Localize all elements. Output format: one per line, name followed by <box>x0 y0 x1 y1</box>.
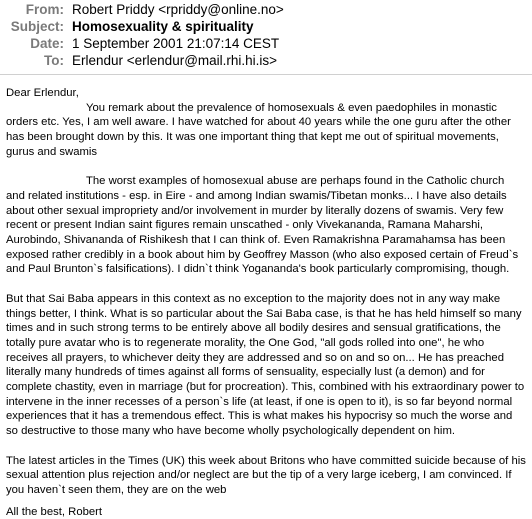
signoff: All the best, Robert <box>6 505 103 518</box>
subject-label: Subject: <box>10 19 64 34</box>
to-label: To: <box>44 53 64 68</box>
date-label: Date: <box>30 36 64 51</box>
paragraph-2: The worst examples of homosexual abuse are perhaps found in the Catholic church and related institutions - esp. in Eire - and among Indian swamis/Tibetan monks... I have also details about other sexual impropriety and/or involvement in murder by literally dozens of swamis. Very few recent or present Indian saint figures remain unscathed - only Vivekananda, Ramana Maharshi, Aurobindo, Shivananda of Rishikesh that I can think of. Even Ramakrishna Paramahamsa has been exposed rather credibly in a book about him by Geoffrey Masson (who also exposed certain of Freud`s and Paul Brunton`s falsifications). I didn`t think Yogananda's book particularly compromising, though. <box>6 175 519 276</box>
from-label: From: <box>25 2 64 17</box>
header-divider <box>0 74 532 75</box>
paragraph-3: But that Sai Baba appears in this context as no exception to the majority does not in any way make things better, I think. What is so particular about the Sai Baba case, is that he has held himself so many times and in such strong terms to be entirely above all bodily desires and sensual gratifications, the totally pure avatar who is to regenerate morality, the One God, "all gods rolled into one", he who receives all prayers, to whichever deity they are addressed and so on and so on... He has preached literally many hundreds of times against all forms of sensuality, especially lust (a demon) and for complete chastity, even in marriage (but for procreation). This, combined with his extraordinary power to intervene in the inner recesses of a person`s life (at least, if one is open to it), is so far beyond normal experiences that it has a tremendous effect. This is what makes his hypocrisy so much the worse and so destructive to those many who have become wholly psychologically dependent on him. <box>6 292 525 438</box>
greeting: Dear Erlendur, <box>6 87 79 99</box>
date-value: 1 September 2001 21:07:14 CEST <box>72 36 280 51</box>
paragraph-4: The latest articles in the Times (UK) this week about Britons who have committed suicide because of his sexual attention plus rejection and/or neglect are but the tip of a very large iceberg, I am convinced. If you haven`t seen them, they are on the web <box>6 454 526 496</box>
message-body <box>6 86 526 519</box>
to-value[interactable]: Erlendur <erlendur@mail.rhi.hi.is> <box>72 53 278 68</box>
email-header <box>0 0 532 72</box>
from-value[interactable]: Robert Priddy <rpriddy@online.no> <box>72 2 284 17</box>
subject-value: Homosexuality & spirituality <box>72 19 254 34</box>
paragraph-1: You remark about the prevalence of homosexuals & even paedophiles in monastic orders etc. Yes, I am well aware. I have watched for about 40 years while the one guru after the other has been brought down by this. It was one important thing that kept me out of spiritual movements, gurus and swamis <box>6 101 511 158</box>
